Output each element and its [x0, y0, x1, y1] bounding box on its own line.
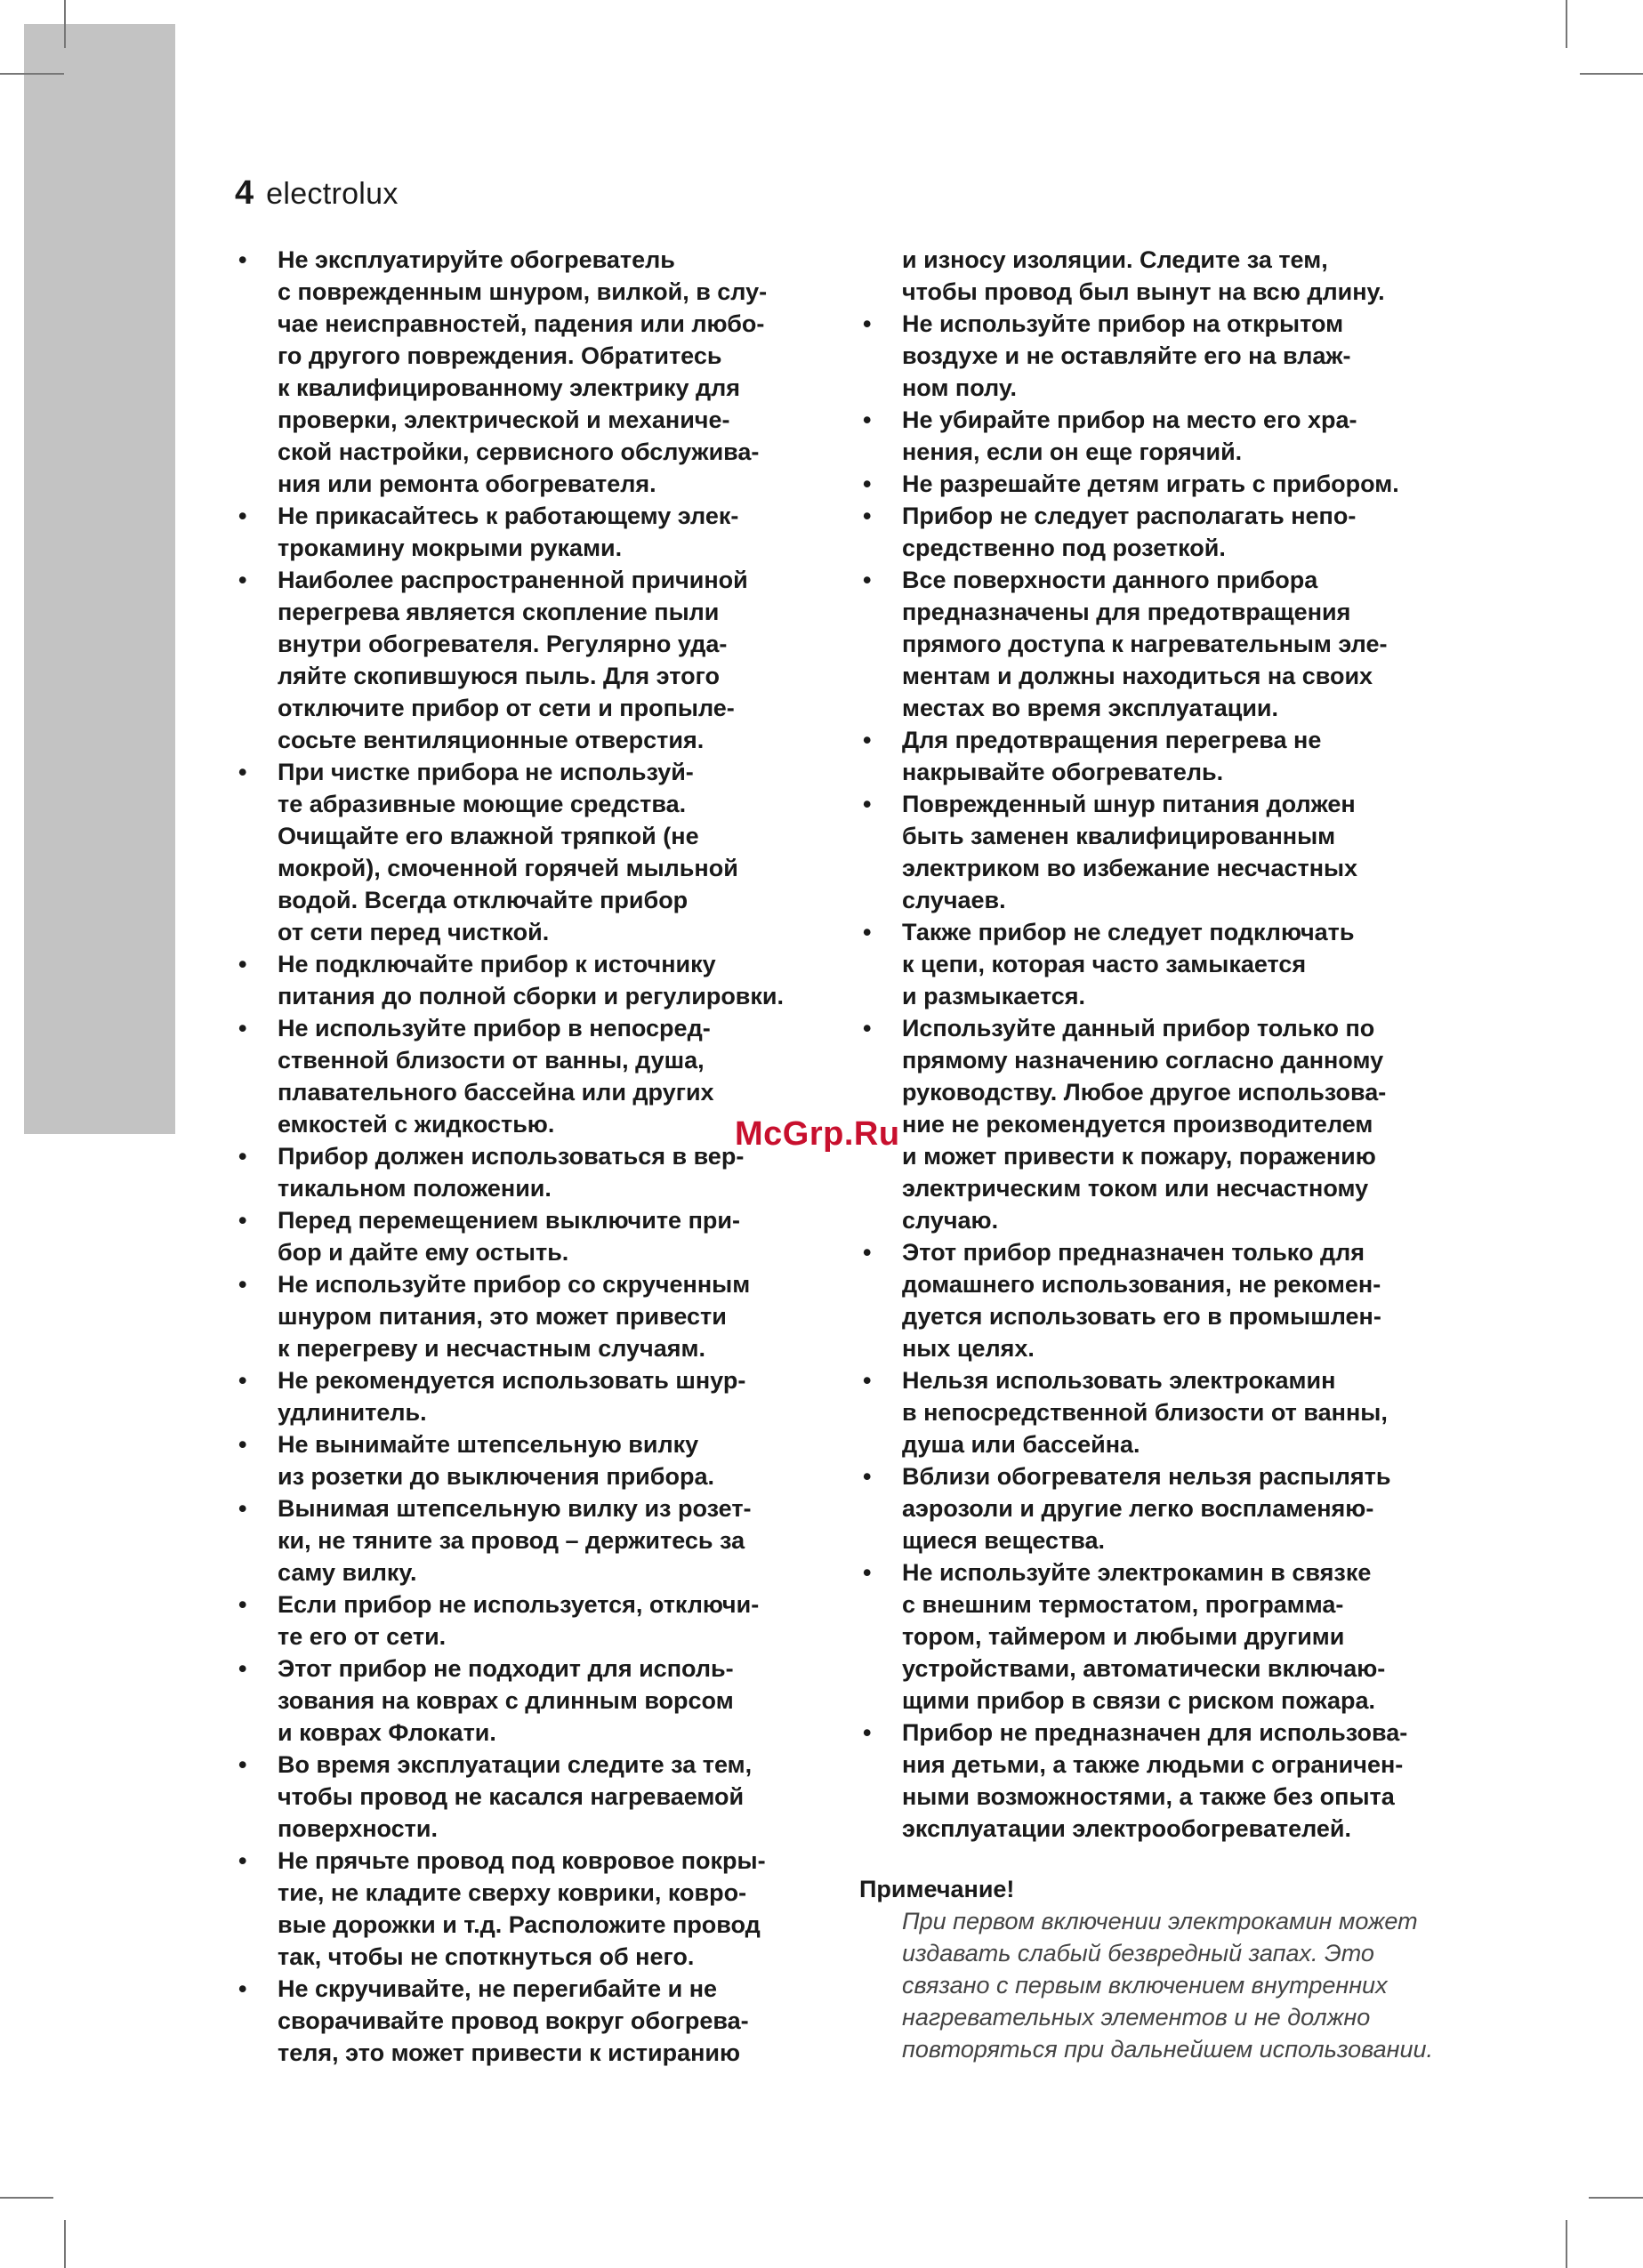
bullet: • [238, 567, 247, 593]
list-item [859, 1012, 1455, 1236]
list-item [235, 1364, 822, 1428]
bullet: • [863, 310, 872, 337]
list-item [859, 404, 1455, 468]
list-item-text: Прибор должен использоваться в вер- тикальном положении. [278, 1143, 745, 1202]
bullet: • [238, 1367, 247, 1394]
list-item-text: Если прибор не используется, отключи- те его от сети. [278, 1591, 760, 1650]
list-item-text: Во время эксплуатации следите за тем, чтобы провод не касался нагреваемой поверхности. [278, 1751, 753, 1842]
list-item-text: Этот прибор не подходит для исполь- зования на коврах с длинным ворсом и коврах Флокати. [278, 1655, 734, 1746]
crop-mark [64, 0, 66, 48]
list-item-text: Также прибор не следует подключать к цепи, которая часто замыкается и размыкается. [902, 919, 1355, 1009]
bullet: • [863, 1463, 872, 1490]
bullet: • [238, 951, 247, 977]
list-item-text: Вблизи обогревателя нельзя распылять аэрозоли и другие легко воспламеняю- щиеся вещества. [902, 1463, 1391, 1554]
list-item [235, 756, 822, 948]
list-item [859, 916, 1455, 1012]
list-item [235, 1749, 822, 1845]
list-item-text: Поврежденный шнур питания должен быть заменен квалифицированным электриком во избежание несчастных случаев. [902, 791, 1358, 913]
list-item-text: Не используйте прибор в непосред- ственной близости от ванны, душа, плавательного бассейна или других емкостей с жидкостью. [278, 1015, 714, 1138]
watermark-text: McGrp.Ru [735, 1115, 900, 1153]
list-item [859, 500, 1455, 564]
bullet: • [863, 503, 872, 529]
crop-mark [1589, 2197, 1643, 2199]
bullet: • [863, 1559, 872, 1586]
list-item-text: Этот прибор предназначен только для домашнего использования, не рекомен- дуется использовать его в промышлен- ных целях. [902, 1239, 1381, 1362]
list-item [235, 244, 822, 500]
list-item-text: Прибор не предназначен для использова- ния детьми, а также людьми с ограничен- ными возможностями, а также без опыта эксплуатации электрообогревателей. [902, 1719, 1408, 1842]
bullet: • [238, 1495, 247, 1522]
bullet: • [238, 1143, 247, 1170]
left-column [235, 244, 822, 2069]
crop-mark [1566, 0, 1567, 48]
bullet: • [238, 1431, 247, 1458]
list-item-text: Не используйте прибор на открытом воздухе и не оставляйте его на влаж- ном полу. [902, 310, 1351, 401]
list-item [859, 1717, 1455, 1845]
crop-mark [1580, 73, 1643, 75]
right-column [859, 244, 1455, 2065]
bullet: • [863, 1719, 872, 1746]
list-item-text: Не используйте электрокамин в связке с внешним термостатом, программа- тором, таймером и любыми другими устройствами, автоматически включаю- щими прибор в связи с риском пожара. [902, 1559, 1386, 1714]
bullet: • [238, 1655, 247, 1682]
list-item [859, 308, 1455, 404]
list-item [235, 564, 822, 756]
list-item [235, 1012, 822, 1140]
side-tab-bar [24, 24, 175, 1134]
list-item [235, 1845, 822, 1973]
list-item [859, 468, 1455, 500]
list-item [859, 1460, 1455, 1556]
list-item-continuation: и износу изоляции. Следите за тем, чтобы провод был вынут на всю длину. [902, 246, 1385, 305]
bullet: • [238, 1975, 247, 2002]
bullet: • [863, 567, 872, 593]
page-number: 4 [235, 174, 254, 212]
crop-mark [64, 2220, 66, 2268]
list-item [235, 948, 822, 1012]
note-title: Примечание! [859, 1876, 1015, 1902]
bullet: • [238, 1015, 247, 1042]
list-item-text: Не прикасайтесь к работающему элек- трокамину мокрыми руками. [278, 503, 739, 561]
list-item-text: Прибор не следует располагать непо- средственно под розеткой. [902, 503, 1357, 561]
list-item-text: Не прячьте провод под ковровое покры- тие, не кладите сверху коврики, ковро- вые дорожки и т.д. Расположите провод так, чтобы не споткнуться об него. [278, 1847, 766, 1970]
list-item-text: Все поверхности данного прибора предназначены для предотвращения прямого доступа к нагревательным эле- ментам и должны находиться на своих местах во время эксплуатации. [902, 567, 1388, 721]
list-item [235, 1140, 822, 1204]
list-item-text: Наиболее распространенной причиной перегрева является скопление пыли внутри обогревателя. Регулярно уда- ляйте скопившуюся пыль. Для этого отключите прибор от сети и пропыле- сосьте вентиляционные отверстия. [278, 567, 748, 753]
bullet: • [863, 919, 872, 945]
list-item-text: Для предотвращения перегрева не накрывайте обогреватель. [902, 727, 1322, 785]
list-item [859, 1364, 1455, 1460]
list-item [859, 788, 1455, 916]
bullet: • [238, 1207, 247, 1234]
list-item-text: Не эксплуатируйте обогреватель с поврежденным шнуром, вилкой, в слу- чае неисправностей, падения или любо- го другого повреждения. Обратитесь к квалифицированному электрику для проверки, электрической и механиче- ской настройки, сервисного обслужива- ния или ремонта обогревателя. [278, 246, 768, 497]
page-header [235, 174, 399, 219]
list-item [235, 1653, 822, 1749]
bullet: • [238, 1271, 247, 1298]
list-item [235, 1268, 822, 1364]
bullet: • [863, 470, 872, 497]
list-item-text: При чистке прибора не используй- те абразивные моющие средства. Очищайте его влажной тряпкой (не мокрой), смоченной горячей мыльной водой. Всегда отключайте прибор от сети перед чисткой. [278, 759, 738, 945]
list-item-text: Нельзя использовать электрокамин в непосредственной близости от ванны, душа или бассейна. [902, 1367, 1388, 1458]
list-item-text: Перед перемещением выключите при- бор и дайте ему остыть. [278, 1207, 740, 1266]
crop-mark [0, 2197, 53, 2199]
list-item [235, 1588, 822, 1653]
bullet: • [863, 727, 872, 753]
list-item [235, 1492, 822, 1588]
crop-mark [0, 73, 64, 75]
bullet: • [863, 1239, 872, 1266]
bullet: • [238, 503, 247, 529]
bullet: • [238, 1591, 247, 1618]
list-item [235, 500, 822, 564]
bullet: • [863, 791, 872, 817]
bullet: • [863, 406, 872, 433]
bullet: • [238, 1751, 247, 1778]
list-item [235, 1204, 822, 1268]
list-item [235, 1973, 822, 2069]
list-item [859, 564, 1455, 724]
list-item-text: Не используйте прибор со скрученным шнуром питания, это может привести к перегреву и несчастным случаям. [278, 1271, 751, 1362]
brand-name: electrolux [266, 177, 399, 211]
list-item [859, 1556, 1455, 1717]
note-text: При первом включении электрокамин может издавать слабый безвредный запах. Это связано с первым включением внутренних нагревательных элементов и не должно повторяться при дальнейшем использовании. [902, 1908, 1433, 2063]
list-item [859, 724, 1455, 788]
bullet: • [238, 759, 247, 785]
list-item-text: Вынимая штепсельную вилку из розет- ки, не тяните за провод – держитесь за саму вилку. [278, 1495, 752, 1586]
list-item [235, 1428, 822, 1492]
bullet: • [863, 1367, 872, 1394]
bullet: • [863, 1015, 872, 1042]
list-item-text: Не разрешайте детям играть с прибором. [902, 470, 1399, 497]
list-item-text: Не убирайте прибор на место его хра- нения, если он еще горячий. [902, 406, 1357, 465]
list-item [859, 1236, 1455, 1364]
bullet: • [238, 1847, 247, 1874]
list-item-text: Не скручивайте, не перегибайте и не сворачивайте провод вокруг обогрева- теля, это может привести к истиранию [278, 1975, 749, 2066]
list-item-text: Не вынимайте штепсельную вилку из розетки до выключения прибора. [278, 1431, 714, 1490]
crop-mark [1566, 2220, 1567, 2268]
list-item-text: Используйте данный прибор только по прямому назначению согласно данному руководству. Любое другое использова- ние не рекомендуется производителем и может привести к пожару, поражению электрическим током или несчастному случаю. [902, 1015, 1387, 1234]
list-item-text: Не рекомендуется использовать шнур- удлинитель. [278, 1367, 746, 1426]
list-item-text: Не подключайте прибор к источнику питания до полной сборки и регулировки. [278, 951, 785, 1009]
bullet: • [238, 246, 247, 273]
